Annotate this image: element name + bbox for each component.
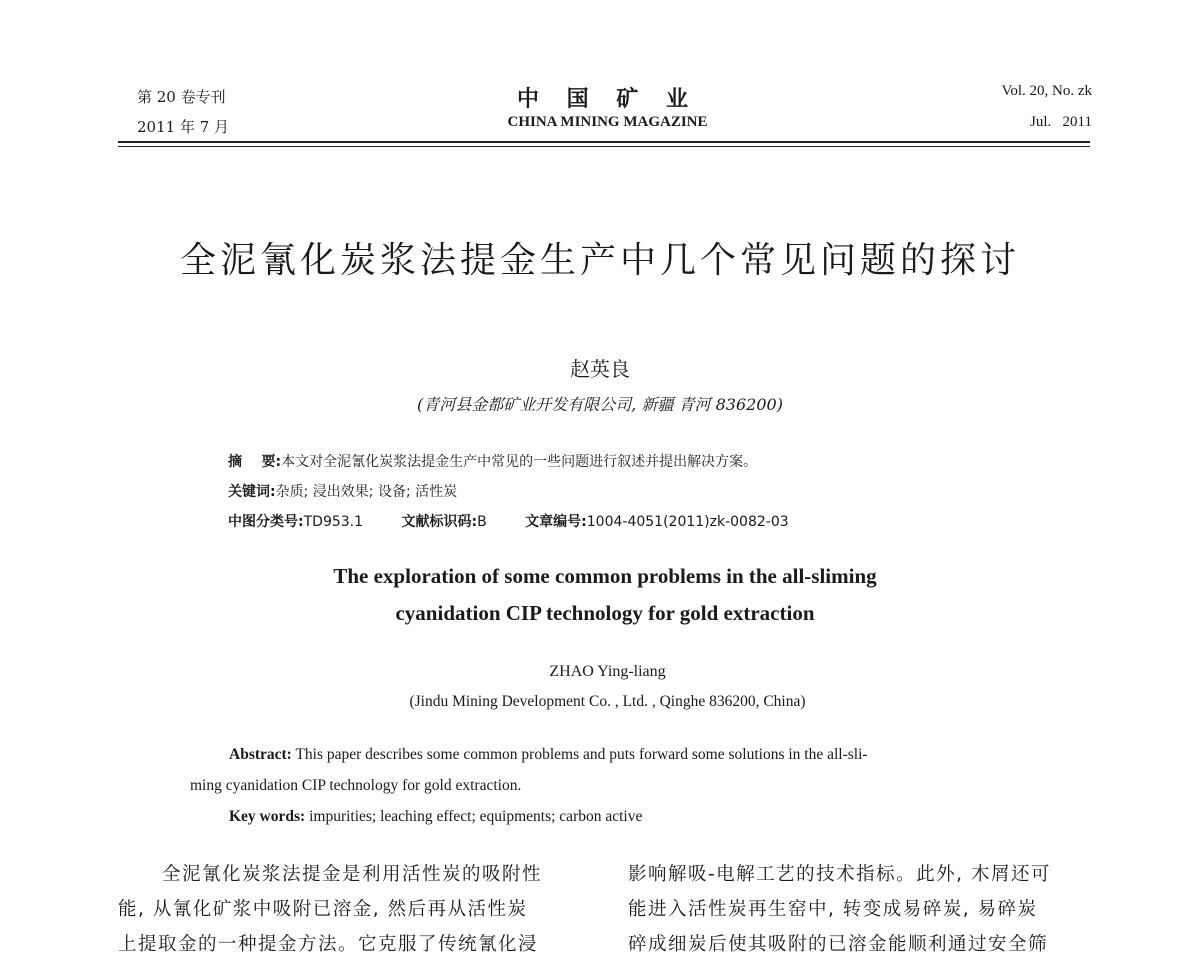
abstract-cn-row	[228, 451, 757, 471]
keywords-en-label: Key words:	[229, 808, 306, 825]
keywords-cn-text: 杂质; 浸出效果; 设备; 活性炭	[275, 484, 458, 500]
keywords-en-row	[229, 808, 642, 826]
journal-title-cn: 中 国 矿 业	[517, 86, 698, 112]
article-title-cn: 全泥氰化炭浆法提金生产中几个常见问题的探讨	[179, 240, 1020, 281]
clc-value: TD953.1	[303, 514, 364, 530]
header-volume-cn: 第 20 卷专刊	[137, 88, 226, 106]
article-no-value: 1004-4051(2011)zk-0082-03	[586, 514, 789, 530]
affiliation-cn: (青河县金都矿业开发有限公司, 新疆 青河 836200)	[417, 395, 783, 414]
article-title-en-line1: The exploration of some common problems in the all-sliming	[333, 564, 877, 588]
doc-code-value: B	[477, 514, 487, 530]
body-left-line3: 上提取金的一种提金方法。它克服了传统氰化浸	[118, 934, 539, 955]
abstract-en-line2: ming cyanidation CIP technology for gold extraction.	[190, 777, 522, 794]
body-right-line2: 能进入活性炭再生窑中, 转变成易碎炭, 易碎炭	[628, 899, 1038, 920]
journal-title-en: CHINA MINING MAGAZINE	[507, 114, 708, 130]
article-no-label: 文章编号:	[525, 514, 587, 530]
keywords-cn-row	[228, 481, 457, 501]
abstract-en-line1: This paper describes some common problems and puts forward some solutions in the all-sli-	[295, 746, 868, 763]
author-cn: 赵英良	[570, 357, 630, 381]
doc-code-label: 文献标识码:	[401, 514, 478, 530]
header-volume-en: Vol. 20, No. zk	[1001, 83, 1092, 99]
abstract-cn-text: 本文对全泥氰化炭浆法提金生产中常见的一些问题进行叙述并提出解决方案。	[281, 454, 758, 470]
body-right-line1: 影响解吸-电解工艺的技术指标。此外, 木屑还可	[628, 864, 1051, 885]
header-date-cn: 2011 年 7 月	[137, 118, 230, 136]
header-date-en: Jul. 2011	[1030, 114, 1092, 130]
article-title-en-line2: cyanidation CIP technology for gold extraction	[395, 601, 815, 625]
affiliation-en: (Jindu Mining Development Co. , Ltd. , Qinghe 836200, China)	[409, 693, 806, 710]
abstract-en-line1-row	[229, 746, 868, 764]
abstract-cn-label: 摘 要:	[228, 454, 282, 470]
author-en: ZHAO Ying-liang	[549, 663, 666, 680]
body-left-line2: 能, 从氰化矿浆中吸附已溶金, 然后再从活性炭	[118, 899, 528, 920]
body-right-line3: 碎成细炭后使其吸附的已溶金能顺利通过安全筛	[628, 934, 1049, 955]
header-rule-thick	[118, 141, 1090, 143]
keywords-cn-label: 关键词:	[228, 484, 276, 500]
clc-label: 中图分类号:	[228, 514, 304, 530]
body-left-line1: 全泥氰化炭浆法提金是利用活性炭的吸附性	[162, 864, 543, 885]
keywords-en-text: impurities; leaching effect; equipments; carbon active	[309, 808, 643, 825]
abstract-en-label: Abstract:	[229, 746, 292, 763]
header-rule-thin	[118, 146, 1090, 147]
classification-row	[228, 511, 789, 531]
